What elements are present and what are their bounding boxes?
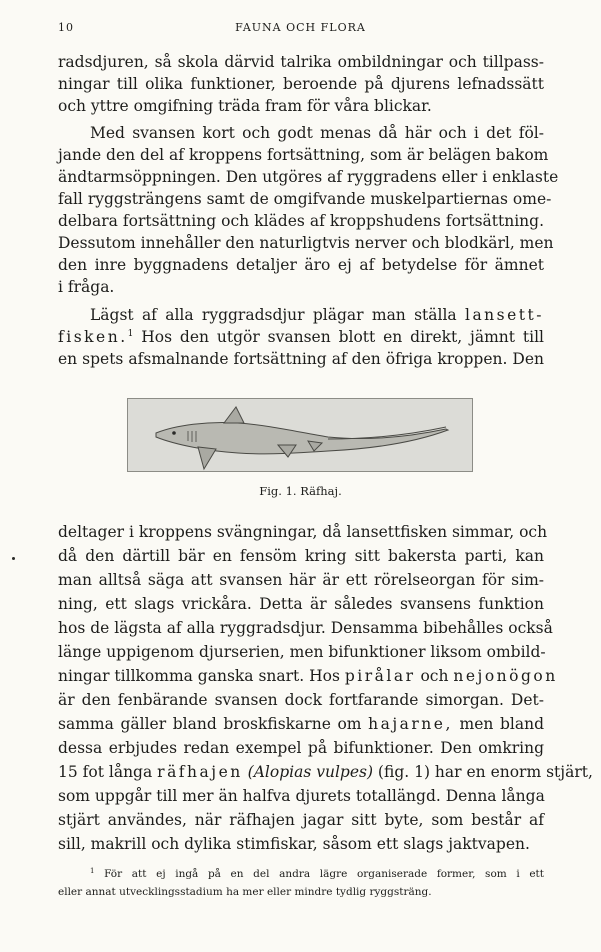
text-run: och yttre omgifning träda fram för våra blickar. (58, 97, 432, 115)
text-line (58, 569, 544, 591)
text-line (58, 761, 593, 783)
spaced-term: lansett- (464, 306, 544, 324)
italic-term: (Alopias vulpes) (247, 763, 373, 781)
margin-speck (12, 557, 15, 560)
text-run: ningar tillkomma ganska snart. Hos (58, 667, 345, 685)
spaced-term: nejonögon (453, 667, 558, 685)
text-run: ändtarmsöppningen. Den utgöres af ryggradens eller i enklaste (58, 168, 559, 186)
text-line (58, 617, 553, 639)
text-run: och (415, 667, 454, 685)
text-line (90, 122, 544, 144)
text-run: en spets afsmalnande fortsättning af den öfriga kroppen. Den (58, 350, 544, 368)
text-run: Dessutom innehåller den naturligtvis nerver och blodkärl, men (58, 234, 554, 252)
text-line (58, 593, 544, 615)
text-run: fall ryggsträngens samt de omgifvande muskelpartiernas ome- (58, 190, 552, 208)
text-run: samma gäller bland broskfiskarne om (58, 715, 369, 733)
page-header (58, 21, 543, 37)
text-run: ningar till olika funktioner, beroende på djurens lefnadssätt (58, 75, 544, 93)
text-run: radsdjuren, så skola därvid talrika ombildningar och tillpass- (58, 53, 544, 71)
text-run: stjärt användes, när räfhajen jagar sitt byte, som består af (58, 811, 544, 829)
text-run: i fråga. (58, 278, 115, 296)
text-run: hos de lägsta af alla ryggradsdjur. Densamma bibehålles också (58, 619, 553, 637)
text-run: man alltså säga att svansen här är ett rörelseorgan för sim- (58, 571, 544, 589)
text-line (58, 833, 544, 855)
figure-caption: Fig. 1. Räfhaj. (259, 484, 342, 498)
text-run: 15 fot långa (58, 763, 158, 781)
text-run: För att ej ingå på en del andra lägre organiserade former, som i ett (94, 868, 544, 880)
thresher-shark-illustration (128, 399, 472, 471)
footnote-line (58, 884, 544, 900)
text-line (58, 254, 544, 276)
text-run: (fig. 1) har en enorm stjärt, (373, 763, 593, 781)
spaced-term: hajarne, (368, 715, 453, 733)
footnote-line (90, 866, 544, 882)
text-line (58, 232, 554, 254)
text-line (58, 809, 544, 831)
text-run: eller annat utvecklingsstadium ha mer eller mindre tydlig ryggsträng. (58, 886, 432, 898)
page-number: 10 (58, 21, 74, 34)
text-line (58, 326, 544, 348)
text-line (58, 210, 544, 232)
text-run: den inre byggnadens detaljer äro ej af betydelse för ämnet (58, 256, 544, 274)
text-run: länge uppigenom djurserien, men bifunktioner liksom ombild- (58, 643, 546, 661)
text-run: som uppgår till mer än halfva djurets totallängd. Denna långa (58, 787, 545, 805)
text-line (58, 73, 544, 95)
spaced-term: räfhajen (157, 763, 243, 781)
spaced-term: pirålar (344, 667, 416, 685)
text-run: dessa erbjudes redan exempel på bifunktioner. Den omkring (58, 739, 544, 757)
text-run: Lägst af alla ryggradsdjur plägar man ställa (90, 306, 465, 324)
text-line (58, 665, 558, 687)
text-line (58, 713, 544, 735)
text-line (58, 166, 559, 188)
text-line (58, 641, 544, 663)
footnote-marker: 1 (127, 329, 134, 339)
text-line (58, 689, 544, 711)
text-run: sill, makrill och dylika stimfiskar, såsom ett slags jaktvapen. (58, 835, 530, 853)
text-line (58, 144, 549, 166)
text-line (58, 95, 544, 117)
text-line (58, 737, 544, 759)
text-line (58, 545, 544, 567)
spaced-term: fisken. (58, 328, 128, 346)
text-line (58, 785, 544, 807)
text-run: då den därtill bär en fensöm kring sitt bakersta parti, kan (58, 547, 544, 565)
text-run: men bland (452, 715, 544, 733)
text-run: Med svansen kort och godt menas då här och i det föl- (90, 124, 544, 142)
text-line (58, 276, 544, 298)
text-line (58, 521, 548, 543)
figure-thresher-shark (127, 398, 473, 472)
text-line (58, 348, 544, 370)
footnote-marker: 1 (90, 867, 95, 875)
text-run: ning, ett slags vrickåra. Detta är således svansens funktion (58, 595, 544, 613)
text-run: jande den del af kroppens fortsättning, som är belägen bakom (58, 146, 549, 164)
text-run: är den fenbärande svansen dock fortfarande simorgan. Det- (58, 691, 544, 709)
text-run: Hos den utgör svansen blott en direkt, jämnt till (133, 328, 544, 346)
text-run: delbara fortsättning och klädes af kroppshudens fortsättning. (58, 212, 544, 230)
running-title: FAUNA OCH FLORA (235, 21, 366, 34)
text-run: deltager i kroppens svängningar, då lansettfisken simmar, och (58, 523, 548, 541)
text-line (90, 304, 544, 326)
text-line (58, 51, 544, 73)
text-line (58, 188, 552, 210)
